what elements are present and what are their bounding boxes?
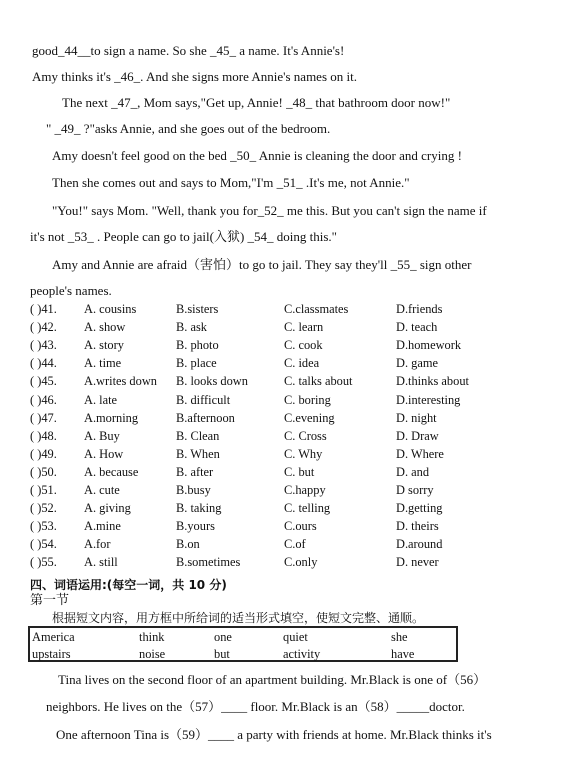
option-a: A. show xyxy=(84,320,126,335)
option-a: A. How xyxy=(84,446,124,461)
option-a: A.morning xyxy=(84,410,139,425)
passage-line: "You!" says Mom. "Well, thank you for_52_ me this. But you can't sign the name if xyxy=(52,203,487,218)
option-a: A. time xyxy=(84,356,122,371)
passage-line: Amy and Annie are afraid（害怕）to go to jail. They say they'll _55_ sign other xyxy=(52,257,472,272)
word-box-item: think xyxy=(139,630,165,644)
option-d: D.getting xyxy=(396,501,443,516)
question-number: ( )45. xyxy=(30,374,57,389)
question-number: ( )50. xyxy=(30,464,57,479)
option-a: A.mine xyxy=(84,519,121,534)
option-b: B.on xyxy=(176,537,200,552)
passage2-line: neighbors. He lives on the（57）____ floor. Mr.Black is an（58）_____doctor. xyxy=(46,699,465,714)
option-a: A.for xyxy=(84,537,111,552)
option-c: C. telling xyxy=(284,501,331,516)
question-number: ( )55. xyxy=(30,555,57,570)
option-b: B. taking xyxy=(176,501,222,516)
passage2-line: One afternoon Tina is（59）____ a party with friends at home. Mr.Black thinks it's xyxy=(56,727,492,742)
question-number: ( )54. xyxy=(30,537,57,552)
question-number: ( )48. xyxy=(30,428,57,443)
option-d: D. theirs xyxy=(396,519,439,534)
option-d: D.homework xyxy=(396,338,462,353)
option-d: D. never xyxy=(396,555,439,570)
section-part: 第一节 xyxy=(30,593,70,608)
option-b: B. looks down xyxy=(176,374,248,389)
option-a: A. because xyxy=(84,464,139,479)
question-number: ( )43. xyxy=(30,338,57,353)
option-b: B. When xyxy=(176,446,220,461)
option-d: D. night xyxy=(396,410,437,425)
option-d: D.friends xyxy=(396,302,443,316)
word-box-item: have xyxy=(391,647,415,661)
option-c: C.classmates xyxy=(284,302,349,316)
word-box-item: upstairs xyxy=(32,647,71,661)
option-b: B. place xyxy=(176,356,217,371)
option-c: C. learn xyxy=(284,320,324,335)
option-a: A. Buy xyxy=(84,428,120,443)
option-c: C. boring xyxy=(284,392,331,407)
passage-line: good_44__to sign a name. So she _45_ a name. It's Annie's! xyxy=(32,43,345,58)
option-a: A. story xyxy=(84,338,124,353)
word-box-item: but xyxy=(214,647,230,661)
passage2-line: Tina lives on the second floor of an apartment building. Mr.Black is one of（56） xyxy=(58,672,487,687)
question-number: ( )46. xyxy=(30,392,57,407)
option-c: C.of xyxy=(284,537,306,552)
passage-line: " _49_ ?"asks Annie, and she goes out of the bedroom. xyxy=(46,121,331,136)
option-c: C. Why xyxy=(284,446,323,461)
option-c: C.evening xyxy=(284,410,335,425)
option-d: D.interesting xyxy=(396,392,461,407)
option-c: C. talks about xyxy=(284,374,353,389)
question-number: ( )44. xyxy=(30,356,57,371)
question-number: ( )42. xyxy=(30,320,57,335)
passage-line: Amy doesn't feel good on the bed _50_ Annie is cleaning the door and crying ! xyxy=(52,148,462,163)
section-instruction: 根据短文内容，用方框中所给词的适当形式填空，使短文完整、通顺。 xyxy=(52,611,425,625)
option-d: D. Draw xyxy=(396,428,439,443)
word-box-item: she xyxy=(391,630,408,644)
option-b: B. after xyxy=(176,464,214,479)
question-number: ( )52. xyxy=(30,501,57,516)
option-d: D. Where xyxy=(396,446,444,461)
option-c: C.happy xyxy=(284,483,326,497)
option-c: C. but xyxy=(284,464,315,479)
option-b: B.busy xyxy=(176,483,211,497)
option-b: B.afternoon xyxy=(176,410,235,425)
option-c: C.only xyxy=(284,555,318,570)
question-number: ( )49. xyxy=(30,446,57,461)
section-heading: 四、词语运用:(每空一词，共 10 分) xyxy=(30,578,227,592)
option-a: A. giving xyxy=(84,501,131,516)
option-b: B. Clean xyxy=(176,428,220,443)
word-box-item: activity xyxy=(283,647,321,661)
option-b: B.yours xyxy=(176,519,215,534)
option-b: B.sisters xyxy=(176,302,219,316)
question-number: ( )51. xyxy=(30,483,57,497)
passage-line: people's names. xyxy=(30,283,112,298)
word-box-item: quiet xyxy=(283,630,308,644)
option-d: D.around xyxy=(396,537,443,552)
option-a: A.writes down xyxy=(84,374,157,389)
passage-line: Amy thinks it's _46_. And she signs more Annie's names on it. xyxy=(32,69,357,84)
passage-line: The next _47_, Mom says,"Get up, Annie! _48_ that bathroom door now!" xyxy=(62,95,451,110)
word-box-item: America xyxy=(32,630,75,644)
question-number: ( )47. xyxy=(30,410,57,425)
option-b: B.sometimes xyxy=(176,555,241,570)
option-a: A. late xyxy=(84,392,118,407)
option-b: B. photo xyxy=(176,338,219,353)
option-c: C. Cross xyxy=(284,428,327,443)
option-d: D. game xyxy=(396,356,438,371)
word-box-item: one xyxy=(214,630,232,644)
passage-line: it's not _53_ . People can go to jail(入狱) _54_ doing this." xyxy=(30,229,337,244)
option-a: A. still xyxy=(84,555,118,570)
option-d: D.thinks about xyxy=(396,374,469,389)
option-c: C.ours xyxy=(284,519,317,534)
option-d: D. and xyxy=(396,464,430,479)
passage-line: Then she comes out and says to Mom,"I'm _51_ .It's me, not Annie." xyxy=(52,175,410,190)
option-d: D sorry xyxy=(396,483,434,497)
option-b: B. difficult xyxy=(176,392,231,407)
option-c: C. idea xyxy=(284,356,320,371)
question-number: ( )41. xyxy=(30,302,57,316)
option-b: B. ask xyxy=(176,320,207,335)
option-a: A. cousins xyxy=(84,302,137,316)
option-d: D. teach xyxy=(396,320,438,335)
option-a: A. cute xyxy=(84,483,120,497)
question-number: ( )53. xyxy=(30,519,57,534)
option-c: C. cook xyxy=(284,338,323,353)
word-box-item: noise xyxy=(139,647,166,661)
